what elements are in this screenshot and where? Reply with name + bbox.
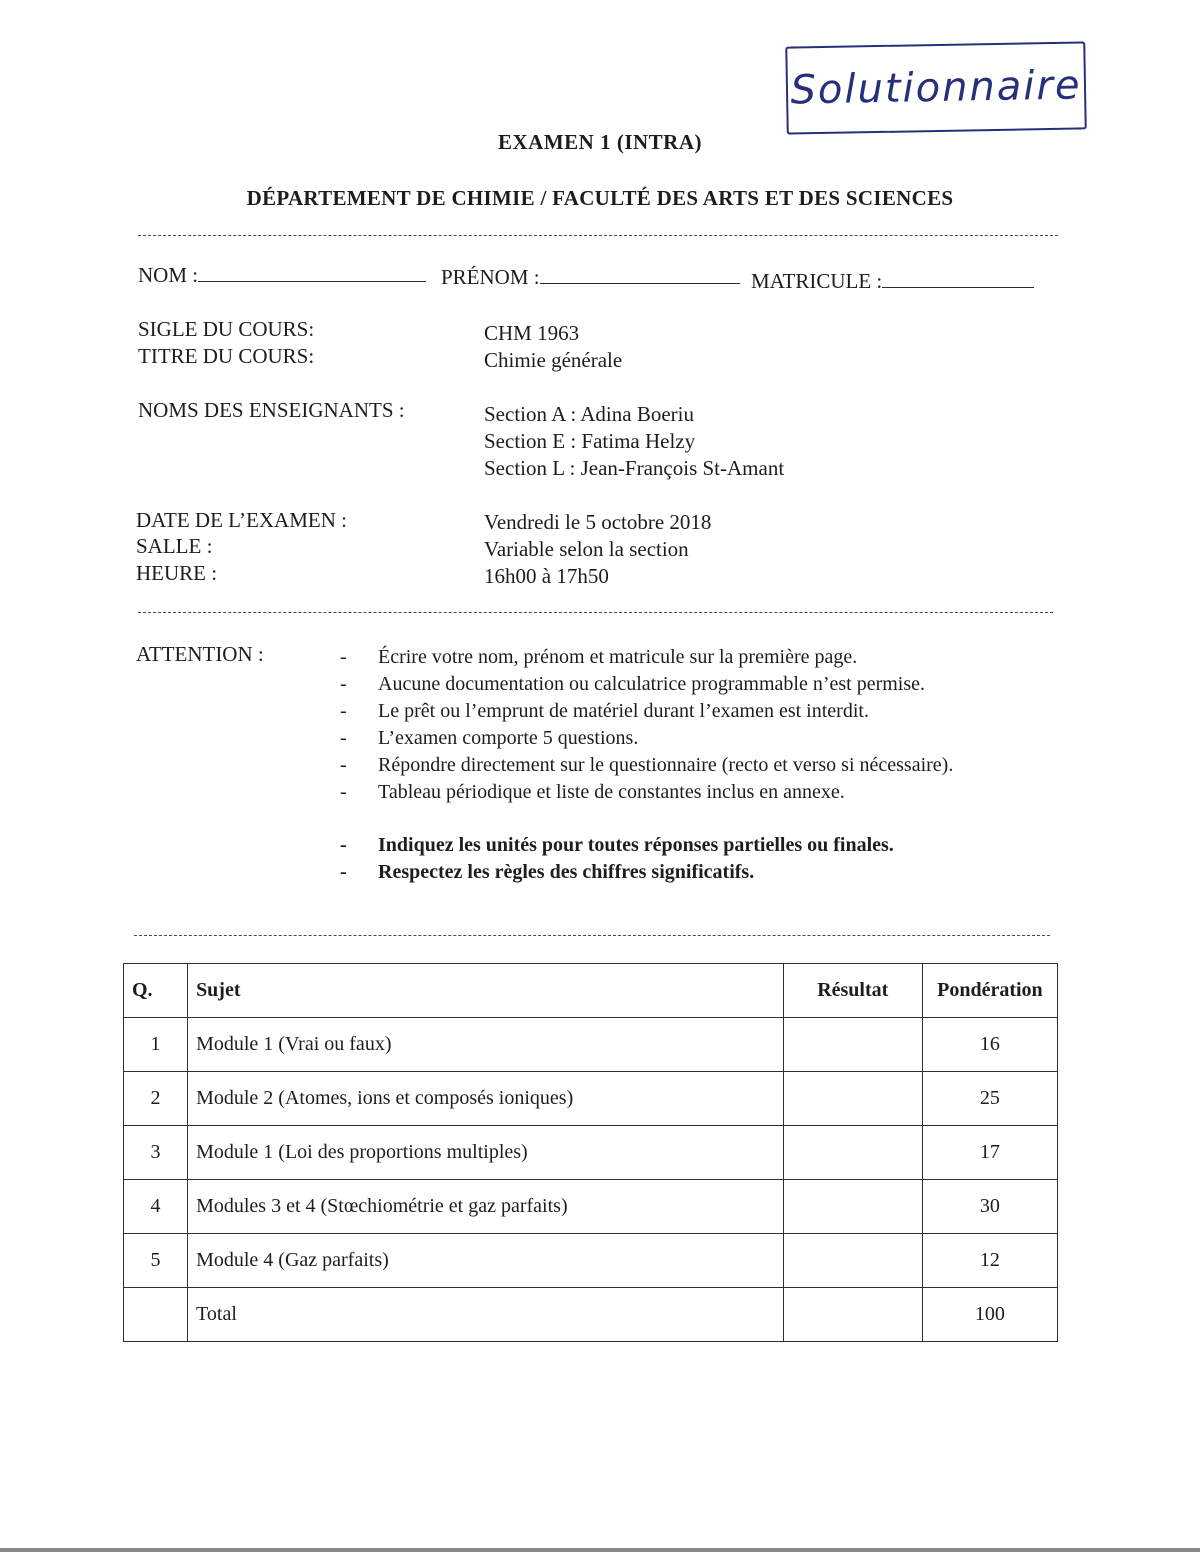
- attention-item: - Le prêt ou l’emprunt de matériel durant l’examen est interdit.: [340, 700, 869, 722]
- row-ponderation: 16: [922, 1018, 1057, 1072]
- row-sujet: Module 4 (Gaz parfaits): [188, 1234, 784, 1288]
- date-label: DATE DE L’EXAMEN :: [136, 508, 347, 532]
- attention-item: - Répondre directement sur le questionnaire (recto et verso si nécessaire).: [340, 754, 954, 776]
- row-sujet: Module 2 (Atomes, ions et composés ioniques): [188, 1072, 784, 1126]
- row-ponderation: 12: [922, 1234, 1057, 1288]
- row-resultat[interactable]: [783, 1126, 922, 1180]
- sigle-value: CHM 1963: [484, 321, 580, 345]
- scan-edge: [0, 1548, 1200, 1552]
- row-sujet: Module 1 (Loi des proportions multiples): [188, 1126, 784, 1180]
- matricule-field[interactable]: [882, 269, 1034, 288]
- table-row: [124, 1180, 1058, 1234]
- table-row: [124, 1018, 1058, 1072]
- row-ponderation: 30: [922, 1180, 1057, 1234]
- matricule-label: MATRICULE :: [751, 268, 1034, 295]
- divider-bottom: [134, 935, 1050, 936]
- instructor-section-l: Section L : Jean-François St-Amant: [484, 456, 785, 480]
- row-sujet: Total: [188, 1288, 784, 1342]
- row-resultat[interactable]: [783, 1288, 922, 1342]
- table-row: [124, 1234, 1058, 1288]
- divider-middle: [138, 612, 1053, 613]
- table-row: [124, 1126, 1058, 1180]
- row-resultat[interactable]: [783, 1234, 922, 1288]
- prenom-field[interactable]: [540, 265, 740, 284]
- header-sujet: Sujet: [188, 964, 784, 1018]
- row-sujet: Module 1 (Vrai ou faux): [188, 1018, 784, 1072]
- attention-bold-item: - Respectez les règles des chiffres significatifs.: [340, 861, 755, 883]
- row-q: 4: [124, 1180, 188, 1234]
- attention-bold-item: - Indiquez les unités pour toutes réponses partielles ou finales.: [340, 834, 894, 856]
- instructor-section-a: Section A : Adina Boeriu: [484, 402, 694, 426]
- row-q: 5: [124, 1234, 188, 1288]
- table-total-row: [124, 1288, 1058, 1342]
- exam-title: EXAMEN 1 (INTRA): [498, 130, 702, 154]
- attention-list: [340, 644, 953, 886]
- department-title: DÉPARTEMENT DE CHIMIE / FACULTÉ DES ARTS ET DES SCIENCES: [246, 186, 954, 210]
- table-header-row: [124, 964, 1058, 1018]
- prenom-label: PRÉNOM :: [441, 264, 740, 291]
- nom-label: NOM :: [138, 262, 426, 289]
- nom-field[interactable]: [198, 263, 426, 282]
- row-resultat[interactable]: [783, 1180, 922, 1234]
- attention-item: - Écrire votre nom, prénom et matricule sur la première page.: [340, 646, 858, 668]
- heure-label: HEURE :: [136, 561, 218, 585]
- row-ponderation: 25: [922, 1072, 1057, 1126]
- header-resultat: Résultat: [783, 964, 922, 1018]
- row-sujet: Modules 3 et 4 (Stœchiométrie et gaz parfaits): [188, 1180, 784, 1234]
- attention-item: - Aucune documentation ou calculatrice programmable n’est permise.: [340, 673, 926, 695]
- instructors-label: NOMS DES ENSEIGNANTS :: [138, 398, 405, 422]
- date-value: Vendredi le 5 octobre 2018: [484, 510, 712, 534]
- header-ponderation: Pondération: [922, 964, 1057, 1018]
- grading-table: [123, 963, 1058, 1342]
- heure-value: 16h00 à 17h50: [484, 564, 609, 588]
- row-resultat[interactable]: [783, 1072, 922, 1126]
- row-q: [124, 1288, 188, 1342]
- row-ponderation: 100: [922, 1288, 1057, 1342]
- row-q: 1: [124, 1018, 188, 1072]
- row-ponderation: 17: [922, 1126, 1057, 1180]
- header-q: Q.: [124, 964, 188, 1018]
- solutionnaire-stamp: [785, 41, 1086, 134]
- sigle-label: SIGLE DU COURS:: [138, 317, 315, 341]
- salle-value: Variable selon la section: [484, 537, 689, 561]
- titre-value: Chimie générale: [484, 348, 623, 372]
- row-q: 3: [124, 1126, 188, 1180]
- salle-label: SALLE :: [136, 534, 213, 558]
- stamp-text: Solutionnaire: [790, 62, 1082, 114]
- attention-item: - L’examen comporte 5 questions.: [340, 727, 639, 749]
- row-q: 2: [124, 1072, 188, 1126]
- attention-label: ATTENTION :: [136, 642, 264, 666]
- table-row: [124, 1072, 1058, 1126]
- divider-top: [138, 235, 1058, 236]
- attention-item: - Tableau périodique et liste de constantes inclus en annexe.: [340, 781, 845, 803]
- titre-label: TITRE DU COURS:: [138, 344, 315, 368]
- row-resultat[interactable]: [783, 1018, 922, 1072]
- instructor-section-e: Section E : Fatima Helzy: [484, 429, 696, 453]
